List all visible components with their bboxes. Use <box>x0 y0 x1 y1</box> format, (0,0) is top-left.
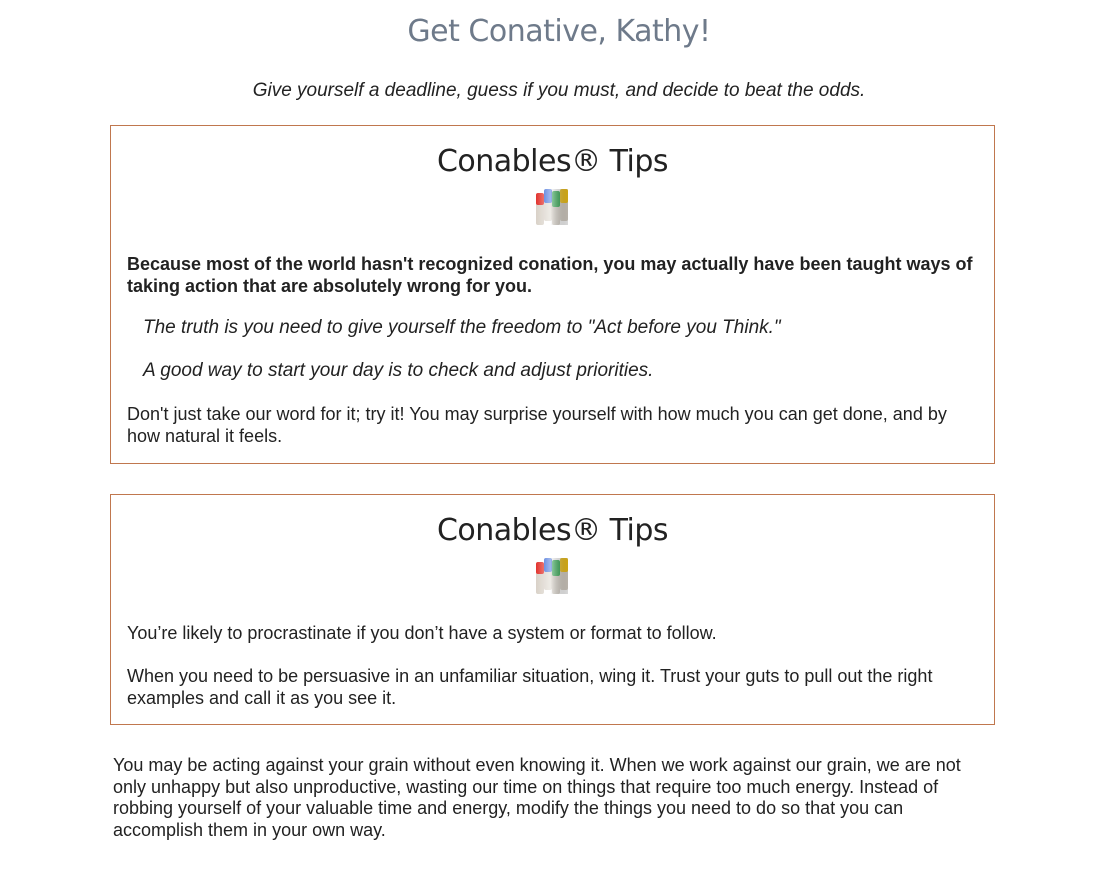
tips-box-title: Conables® Tips <box>436 513 669 548</box>
tips-italic-paragraph: A good way to start your day is to check and adjust priorities. <box>143 360 654 381</box>
tips-box-title: Conables® Tips <box>436 144 669 179</box>
page-subtitle: Give yourself a deadline, guess if you must, and decide to beat the odds. <box>252 80 866 101</box>
colored-markers-icon <box>534 189 572 227</box>
grain-paragraph: You may be acting against your grain without even knowing it. When we work against our grain, we are not only unhappy but also unproductive, wasting our time on things that require too much energy. Instead of robbing yourself of your valuable time and energy, modify the things you need to do so that you can accomplish them in your own way. <box>113 755 961 840</box>
page-title: Get Conative, Kathy! <box>407 14 711 49</box>
tips-paragraph: You’re likely to procrastinate if you don’t have a system or format to follow. <box>127 623 717 643</box>
colored-markers-icon <box>534 558 572 596</box>
tips-paragraph: When you need to be persuasive in an unfamiliar situation, wing it. Trust your guts to pull out the right examples and call it as you see it. <box>127 666 933 708</box>
tips-closing-paragraph: Don't just take our word for it; try it! You may surprise yourself with how much you can get done, and by how natural it feels. <box>127 404 947 446</box>
conables-tips-box-2 <box>110 494 995 725</box>
conables-tips-box-1 <box>110 125 995 464</box>
tips-bold-paragraph: Because most of the world hasn't recognized conation, you may actually have been taught ways of taking action that are absolutely wrong for you. <box>127 254 973 296</box>
tips-italic-paragraph: The truth is you need to give yourself the freedom to "Act before you Think." <box>143 317 781 338</box>
